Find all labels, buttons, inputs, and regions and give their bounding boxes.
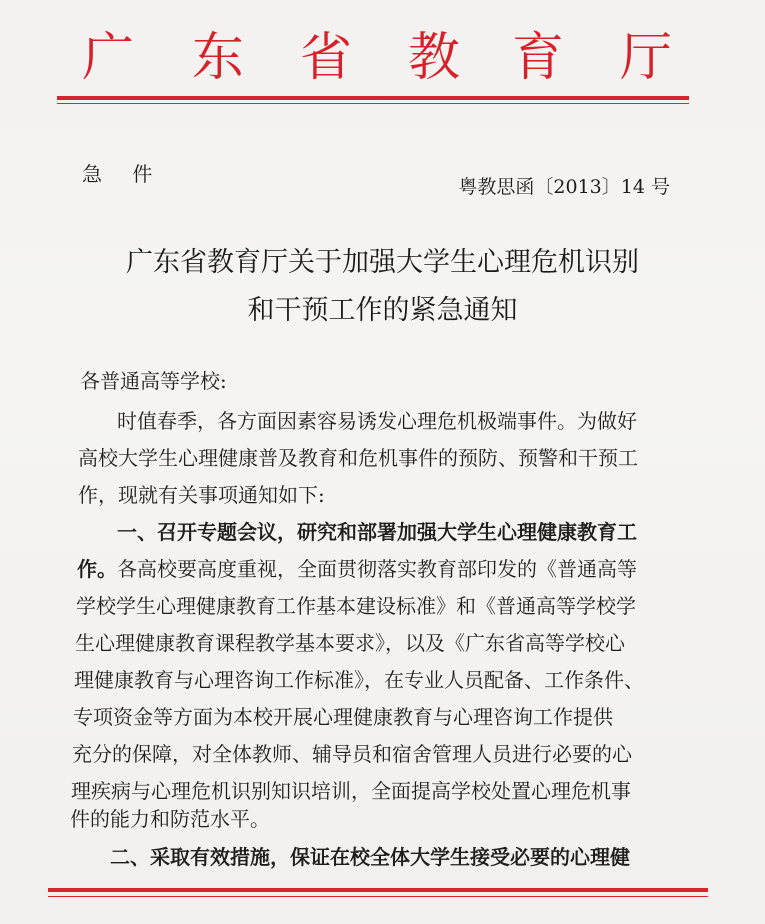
letterhead-rule-thin [57,103,689,104]
intro-line: 时值春季，各方面因素容易诱发心理危机极端事件。为做好 [117,409,637,433]
section-1-first-line [77,556,637,582]
section-1-line: 充分的保障，对全体教师、辅导员和宿舍管理人员进行必要的心 [72,742,632,766]
urgency-label: 急 件 [82,162,165,186]
section-1-heading-end: 作。 [77,557,117,581]
letterhead-char: 育 [512,28,565,88]
footer-rule-thick [48,888,708,892]
section-1-line: 理疾病与心理危机识别知识培训，全面提高学校处置心理危机事 [71,779,631,803]
letterhead-char: 广 [82,28,135,88]
notice-title-line-1: 广东省教育厅关于加强大学生心理危机识别 [126,247,639,278]
section-1-line: 理健康教育与心理咨询工作标准》，在专业人员配备、工作条件、 [74,668,644,692]
section-1-text: 各高校要高度重视，全面贯彻落实教育部印发的《普通高等 [117,557,637,581]
intro-line: 作，现就有关事项通知如下: [78,483,325,507]
section-1-heading: 一、召开专题会议，研究和部署加强大学生心理健康教育工 [117,520,637,544]
footer-rule-thin [48,896,708,897]
notice-title-line-2: 和干预工作的紧急通知 [247,295,518,326]
letterhead-char: 东 [192,28,245,88]
letterhead-char: 厅 [620,28,673,88]
section-1-line: 生心理健康教育课程教学基本要求》，以及《广东省高等学校心 [75,631,625,655]
letterhead-rule-thick [57,96,689,100]
section-2-heading: 二、采取有效措施，保证在校全体大学生接受必要的心理健 [110,845,630,869]
letterhead-char: 教 [408,28,461,88]
letterhead-char: 省 [300,28,353,88]
salutation: 各普通高等学校: [80,369,227,393]
section-1-line: 学校学生心理健康教育工作基本建设标准》和《普通高等学校学 [76,594,636,618]
section-1-line: 件的能力和防范水平。 [70,807,270,831]
section-1-line: 专项资金等方面为本校开展心理健康教育与心理咨询工作提供 [73,705,613,729]
intro-line: 高校大学生心理健康普及教育和危机事件的预防、预警和干预工 [78,446,638,470]
letterhead-title [0,18,765,98]
document-number: 粤教思函〔2013〕14 号 [458,176,670,198]
